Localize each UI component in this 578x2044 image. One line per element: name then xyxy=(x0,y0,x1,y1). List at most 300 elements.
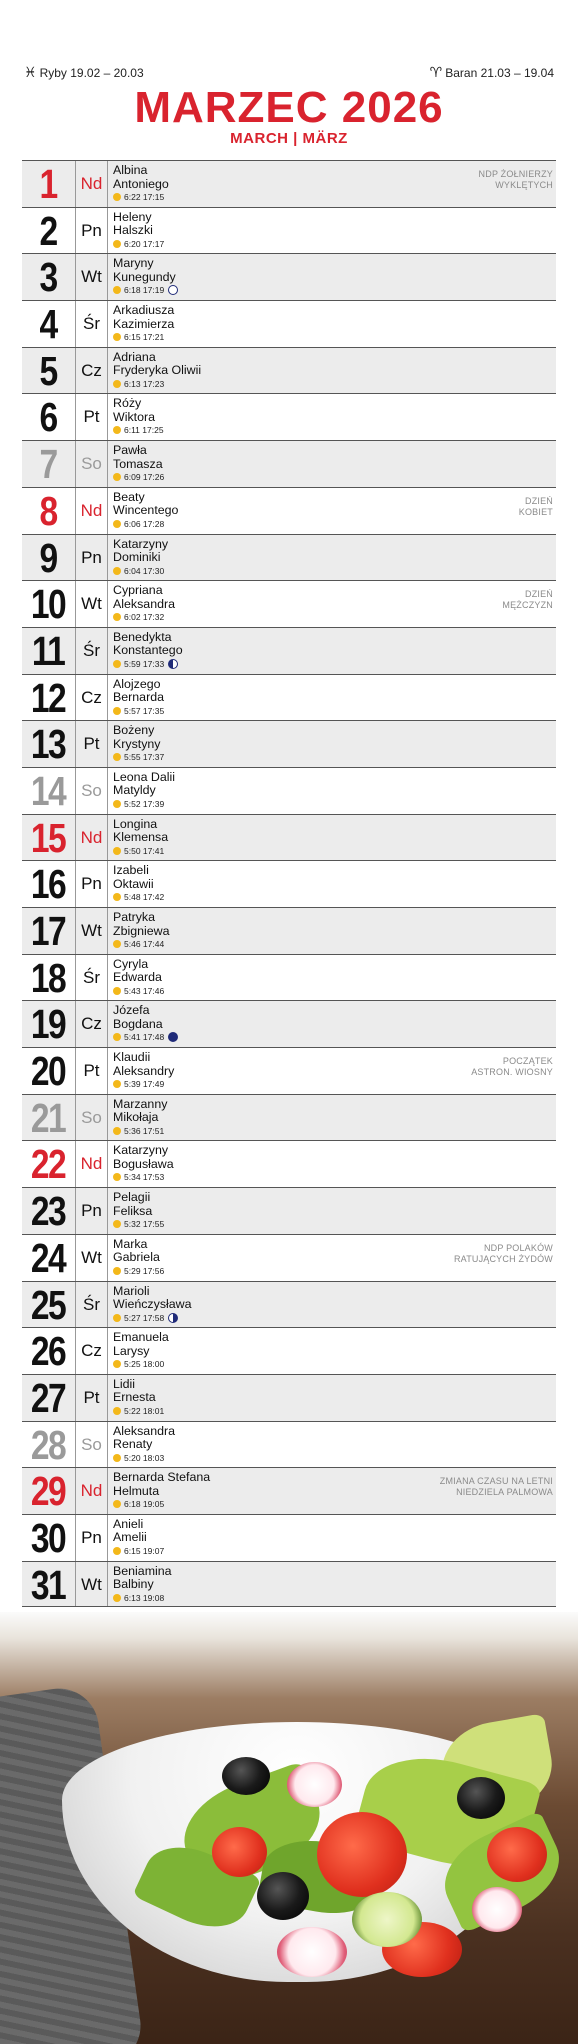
day-number: 26 xyxy=(30,1328,66,1375)
weekday-abbr: Cz xyxy=(75,348,108,394)
day-row xyxy=(22,1140,556,1187)
name-day-first: Arkadiusza xyxy=(113,303,175,318)
sun-icon xyxy=(113,987,121,995)
name-day-first: Józefa xyxy=(113,1003,150,1018)
sun-icon xyxy=(113,1454,121,1462)
holiday-note xyxy=(454,1243,553,1265)
day-number: 7 xyxy=(39,441,57,488)
day-row xyxy=(22,954,556,1001)
sun-times xyxy=(113,1593,164,1604)
weekday-abbr: Nd xyxy=(75,488,108,534)
name-day-first: Cypriana xyxy=(113,583,163,598)
sunrise-sunset-label: 6:02 17:32 xyxy=(124,612,165,623)
zodiac-bar xyxy=(24,64,554,82)
weekday-abbr: Śr xyxy=(75,628,108,674)
name-days xyxy=(113,1518,147,1545)
name-days xyxy=(113,584,175,611)
sun-icon xyxy=(113,1080,121,1088)
name-days xyxy=(113,1238,160,1265)
name-day-second: Wiktora xyxy=(113,409,155,424)
sunrise-sunset-label: 5:25 18:00 xyxy=(124,1359,165,1370)
name-day-second: Tomasza xyxy=(113,456,163,471)
sun-icon xyxy=(113,473,121,481)
weekday-abbr: Wt xyxy=(75,581,108,627)
sun-times xyxy=(113,472,164,483)
day-number: 2 xyxy=(39,207,57,254)
day-number: 20 xyxy=(30,1048,66,1095)
sun-icon xyxy=(113,800,121,808)
name-day-second: Bogusława xyxy=(113,1156,174,1171)
name-day-second: Krystyny xyxy=(113,736,161,751)
name-days xyxy=(113,1378,156,1405)
name-days xyxy=(113,911,169,938)
day-number: 12 xyxy=(30,674,66,721)
weekday-abbr: So xyxy=(75,441,108,487)
aries-icon: ♈ xyxy=(429,64,443,80)
holiday-line: ZMIANA CZASU NA LETNI xyxy=(439,1476,553,1487)
day-row xyxy=(22,580,556,627)
sunrise-sunset-label: 6:22 17:15 xyxy=(124,192,165,202)
weekday-abbr: Nd xyxy=(75,1468,108,1514)
name-day-first: Patryka xyxy=(113,910,156,924)
name-day-first: Benedykta xyxy=(113,629,172,644)
name-days xyxy=(113,631,183,658)
sun-times xyxy=(113,519,164,530)
name-day-first: Anieli xyxy=(113,1516,144,1531)
sun-icon xyxy=(113,1033,121,1041)
sun-times xyxy=(113,706,164,717)
day-number: 30 xyxy=(30,1514,66,1561)
sun-icon xyxy=(113,426,121,434)
name-days xyxy=(113,1191,152,1218)
holiday-note xyxy=(502,589,553,611)
calendar-table xyxy=(22,160,556,1607)
name-day-second: Edwarda xyxy=(113,970,162,985)
radish-slice xyxy=(472,1887,522,1932)
holiday-line: WYKLĘTYCH xyxy=(495,180,553,190)
sun-times xyxy=(113,1219,164,1230)
name-day-second: Ernesta xyxy=(113,1390,156,1405)
day-row xyxy=(22,720,556,767)
weekday-abbr: Pn xyxy=(75,1515,108,1561)
sunrise-sunset-label: 5:43 17:46 xyxy=(124,985,165,996)
weekday-abbr: Nd xyxy=(75,1141,108,1187)
name-days xyxy=(113,491,178,518)
sun-icon xyxy=(113,847,121,855)
day-number: 10 xyxy=(30,581,66,628)
weekday-abbr: So xyxy=(75,768,108,814)
name-days xyxy=(113,1565,172,1592)
day-number: 5 xyxy=(39,347,57,394)
weekday-abbr: Wt xyxy=(75,1235,108,1281)
weekday-abbr: Pt xyxy=(75,1048,108,1094)
name-day-second: Aleksandra xyxy=(113,596,175,611)
day-number: 14 xyxy=(30,767,66,814)
name-day-second: Fryderyka Oliwii xyxy=(113,363,202,378)
day-row xyxy=(22,1467,556,1514)
sun-times xyxy=(113,752,164,763)
sunrise-sunset-label: 5:57 17:35 xyxy=(124,705,165,716)
sunrise-sunset-label: 5:32 17:55 xyxy=(124,1219,165,1230)
sunrise-sunset-label: 5:20 18:03 xyxy=(124,1452,165,1463)
sun-times xyxy=(113,799,164,810)
day-row xyxy=(22,534,556,581)
sunrise-sunset-label: 6:18 17:19 xyxy=(124,285,165,296)
day-row xyxy=(22,1187,556,1234)
holiday-line: KOBIET xyxy=(518,506,553,517)
sun-icon xyxy=(113,613,121,621)
name-day-first: Cyryla xyxy=(113,956,149,971)
sun-icon xyxy=(113,660,121,668)
name-days xyxy=(113,771,175,798)
name-day-second: Konstantego xyxy=(113,643,183,658)
holiday-line: DZIEŃ xyxy=(525,589,553,600)
sunrise-sunset-label: 5:41 17:48 xyxy=(124,1032,165,1043)
sun-times xyxy=(113,1079,164,1090)
name-day-second: Gabriela xyxy=(113,1250,160,1265)
holiday-line: NDP POLAKÓW xyxy=(483,1242,553,1253)
month-title: MARZEC 2026 xyxy=(134,83,444,132)
sun-icon xyxy=(113,1127,121,1135)
sun-icon xyxy=(113,1500,121,1508)
month-subtitle: MARCH | MÄRZ xyxy=(230,130,348,147)
sunrise-sunset-label: 5:55 17:37 xyxy=(124,752,165,763)
day-row xyxy=(22,1000,556,1047)
sun-times xyxy=(113,1453,164,1464)
name-day-first: Longina xyxy=(113,816,158,831)
sun-icon xyxy=(113,567,121,575)
sun-times xyxy=(113,239,164,250)
sun-icon xyxy=(113,380,121,388)
day-row xyxy=(22,627,556,674)
day-number: 28 xyxy=(30,1421,66,1468)
weekday-abbr: Cz xyxy=(75,1328,108,1374)
moon-phase-first-icon xyxy=(168,1313,178,1323)
name-day-first: Beniamina xyxy=(113,1563,172,1578)
name-days xyxy=(113,304,174,331)
name-day-second: Balbiny xyxy=(113,1577,154,1592)
sun-icon xyxy=(113,240,121,248)
day-row xyxy=(22,440,556,487)
holiday-note xyxy=(440,1476,553,1498)
sun-times xyxy=(113,612,164,623)
day-row xyxy=(22,860,556,907)
sun-icon xyxy=(113,893,121,901)
sun-icon xyxy=(113,940,121,948)
name-days xyxy=(113,958,162,985)
name-day-second: Matyldy xyxy=(113,783,156,798)
sun-times xyxy=(113,566,164,577)
day-number: 31 xyxy=(30,1561,66,1608)
sunrise-sunset-label: 6:15 19:07 xyxy=(124,1545,165,1556)
name-day-first: Leona Dalii xyxy=(113,769,175,784)
name-day-first: Albina xyxy=(113,163,148,177)
name-day-first: Marka xyxy=(113,1236,148,1251)
weekday-abbr: Cz xyxy=(75,675,108,721)
sun-icon xyxy=(113,1314,121,1322)
name-day-first: Klaudii xyxy=(113,1050,151,1065)
day-number: 29 xyxy=(30,1468,66,1515)
sunrise-sunset-label: 6:11 17:25 xyxy=(124,425,164,436)
sun-times xyxy=(113,846,164,857)
sun-icon xyxy=(113,1360,121,1368)
day-number: 25 xyxy=(30,1281,66,1328)
sunrise-sunset-label: 6:13 19:08 xyxy=(124,1592,165,1603)
sun-icon xyxy=(113,286,121,294)
sun-icon xyxy=(113,1407,121,1415)
holiday-note xyxy=(479,169,553,191)
name-day-first: Marzanny xyxy=(113,1096,168,1111)
olive xyxy=(257,1872,309,1920)
name-day-second: Zbigniewa xyxy=(113,923,170,938)
name-day-first: Lidii xyxy=(113,1376,136,1391)
sun-icon xyxy=(113,1547,121,1555)
name-days xyxy=(113,257,176,284)
day-number: 11 xyxy=(31,627,65,674)
day-row xyxy=(22,907,556,954)
name-day-second: Helmuta xyxy=(113,1483,160,1498)
sun-times xyxy=(113,1406,164,1417)
weekday-abbr: Nd xyxy=(75,815,108,861)
day-number: 4 xyxy=(39,301,57,348)
weekday-abbr: Wt xyxy=(75,908,108,954)
sunrise-sunset-label: 5:39 17:49 xyxy=(124,1079,165,1090)
olive xyxy=(222,1757,270,1795)
weekday-abbr: Pn xyxy=(75,1188,108,1234)
day-number: 9 xyxy=(39,534,57,581)
holiday-line: RATUJĄCYCH ŻYDÓW xyxy=(453,1253,553,1264)
tomato-slice xyxy=(317,1812,407,1897)
holiday-line: POCZĄTEK xyxy=(502,1056,553,1067)
sun-times xyxy=(113,192,164,203)
sun-icon xyxy=(113,1267,121,1275)
day-number: 23 xyxy=(30,1188,66,1235)
pisces-icon: ♓ xyxy=(24,64,37,80)
holiday-note xyxy=(519,496,553,518)
holiday-note xyxy=(471,1056,553,1078)
tomato-slice xyxy=(487,1827,547,1882)
name-day-first: Pelagii xyxy=(113,1190,151,1205)
weekday-abbr: Nd xyxy=(75,161,108,207)
sun-times xyxy=(113,939,164,950)
name-days xyxy=(113,724,161,751)
day-row xyxy=(22,1327,556,1374)
cucumber-slice xyxy=(352,1892,422,1947)
name-day-second: Bernarda xyxy=(113,690,164,705)
weekday-abbr: Pt xyxy=(75,721,108,767)
weekday-abbr: So xyxy=(75,1095,108,1141)
sun-times xyxy=(113,332,164,343)
weekday-abbr: Śr xyxy=(75,301,108,347)
sunrise-sunset-label: 6:13 17:23 xyxy=(124,378,165,389)
sun-icon xyxy=(113,1220,121,1228)
name-day-second: Feliksa xyxy=(113,1203,153,1218)
sunrise-sunset-label: 5:48 17:42 xyxy=(124,892,165,903)
salad-photo xyxy=(0,1612,578,2044)
olive xyxy=(457,1777,505,1819)
name-day-second: Wincentego xyxy=(113,503,179,518)
day-number: 24 xyxy=(30,1234,66,1281)
day-number: 16 xyxy=(30,861,66,908)
sunrise-sunset-label: 5:50 17:41 xyxy=(124,845,165,856)
name-day-first: Aleksandra xyxy=(113,1423,175,1438)
holiday-line: NIEDZIELA PALMOWA xyxy=(456,1487,553,1498)
sun-times xyxy=(113,1032,178,1043)
moon-phase-last-icon xyxy=(168,659,178,669)
sun-times xyxy=(113,986,164,997)
sun-times xyxy=(113,892,164,903)
name-days xyxy=(113,678,164,705)
name-days xyxy=(113,444,163,471)
name-days xyxy=(113,818,168,845)
name-days xyxy=(113,1098,167,1125)
day-number: 13 xyxy=(30,721,66,768)
day-row xyxy=(22,674,556,721)
day-number: 17 xyxy=(30,908,66,954)
day-number: 22 xyxy=(30,1141,66,1188)
name-days xyxy=(113,1471,210,1498)
day-number: 15 xyxy=(30,814,66,861)
day-row xyxy=(22,300,556,347)
name-day-second: Aleksandry xyxy=(113,1063,175,1078)
sun-times xyxy=(113,425,164,436)
weekday-abbr: Pn xyxy=(75,208,108,254)
weekday-abbr: Cz xyxy=(75,1001,108,1047)
sun-times xyxy=(113,1266,164,1277)
weekday-abbr: Wt xyxy=(75,1562,108,1607)
day-number: 1 xyxy=(39,161,57,207)
sunrise-sunset-label: 6:04 17:30 xyxy=(124,565,165,576)
name-days xyxy=(113,164,169,191)
name-days xyxy=(113,1004,163,1031)
name-day-second: Larysy xyxy=(113,1343,150,1358)
sun-icon xyxy=(113,1173,121,1181)
name-day-second: Kazimierza xyxy=(113,316,175,331)
name-days xyxy=(113,397,155,424)
name-day-first: Alojzego xyxy=(113,676,161,691)
name-day-first: Pawła xyxy=(113,443,147,458)
zodiac-next xyxy=(430,64,554,81)
day-row xyxy=(22,393,556,440)
name-days xyxy=(113,864,154,891)
salad-bowl xyxy=(62,1722,532,1982)
sunrise-sunset-label: 6:18 19:05 xyxy=(124,1499,165,1510)
sun-icon xyxy=(113,707,121,715)
day-row xyxy=(22,347,556,394)
holiday-line: ASTRON. WIOSNY xyxy=(471,1067,553,1078)
name-day-second: Bogdana xyxy=(113,1016,163,1031)
day-row xyxy=(22,1561,556,1608)
name-day-second: Amelii xyxy=(113,1530,147,1545)
sunrise-sunset-label: 6:20 17:17 xyxy=(124,238,165,249)
name-day-first: Beaty xyxy=(113,489,145,504)
day-row xyxy=(22,1374,556,1421)
day-number: 27 xyxy=(30,1374,66,1421)
name-days xyxy=(113,351,201,378)
name-day-second: Halszki xyxy=(113,223,153,238)
sun-times xyxy=(113,1126,164,1137)
day-number: 6 xyxy=(39,394,57,441)
name-day-second: Kunegundy xyxy=(113,269,176,284)
sun-icon xyxy=(113,193,121,201)
sunrise-sunset-label: 6:09 17:26 xyxy=(124,472,165,483)
sun-icon xyxy=(113,753,121,761)
name-days xyxy=(113,1051,174,1078)
sun-times xyxy=(113,1499,164,1510)
name-days xyxy=(113,538,168,565)
weekday-abbr: Pt xyxy=(75,394,108,440)
day-row xyxy=(22,487,556,534)
name-day-second: Mikołaja xyxy=(113,1110,159,1125)
name-day-first: Izabeli xyxy=(113,863,149,878)
name-day-first: Bożeny xyxy=(113,723,155,738)
sun-times xyxy=(113,1172,164,1183)
sun-times xyxy=(113,1313,178,1324)
day-row xyxy=(22,1094,556,1141)
sunrise-sunset-label: 6:15 17:21 xyxy=(124,332,165,343)
day-number: 19 xyxy=(30,1001,66,1048)
name-day-first: Maryny xyxy=(113,256,154,271)
moon-phase-full-icon xyxy=(168,285,178,295)
name-days xyxy=(113,1331,169,1358)
weekday-abbr: Pn xyxy=(75,861,108,907)
name-day-second: Renaty xyxy=(113,1437,153,1452)
day-row xyxy=(22,1047,556,1094)
zodiac-next-label: Baran 21.03 – 19.04 xyxy=(445,66,554,80)
weekday-abbr: Śr xyxy=(75,955,108,1001)
sunrise-sunset-label: 5:52 17:39 xyxy=(124,798,165,809)
name-day-first: Heleny xyxy=(113,209,152,224)
name-days xyxy=(113,1425,175,1452)
sun-times xyxy=(113,285,178,296)
sun-icon xyxy=(113,333,121,341)
name-day-first: Róży xyxy=(113,396,142,411)
name-day-first: Marioli xyxy=(113,1283,150,1298)
sunrise-sunset-label: 5:34 17:53 xyxy=(124,1172,165,1183)
name-day-second: Wieńczysława xyxy=(113,1297,192,1311)
holiday-line: DZIEŃ xyxy=(525,495,553,506)
name-day-second: Klemensa xyxy=(113,830,169,845)
radish-slice xyxy=(287,1762,342,1807)
sunrise-sunset-label: 5:22 18:01 xyxy=(124,1405,165,1416)
day-row xyxy=(22,253,556,300)
sun-times xyxy=(113,1359,164,1370)
name-days xyxy=(113,1144,174,1171)
sun-times xyxy=(113,659,178,670)
day-number: 18 xyxy=(30,954,66,1001)
name-day-first: Katarzyny xyxy=(113,1143,169,1158)
sunrise-sunset-label: 5:36 17:51 xyxy=(124,1125,165,1136)
sun-icon xyxy=(113,520,121,528)
day-row xyxy=(22,1514,556,1561)
day-row xyxy=(22,1234,556,1281)
day-row xyxy=(22,1421,556,1468)
moon-phase-new-icon xyxy=(168,1032,178,1042)
sunrise-sunset-label: 5:46 17:44 xyxy=(124,939,165,949)
sunrise-sunset-label: 5:27 17:58 xyxy=(124,1312,165,1323)
weekday-abbr: Pn xyxy=(75,535,108,581)
name-day-second: Dominiki xyxy=(113,550,161,564)
name-days xyxy=(113,1285,192,1312)
name-day-second: Antoniego xyxy=(113,176,169,191)
weekday-abbr: Wt xyxy=(75,254,108,300)
sunrise-sunset-label: 5:29 17:56 xyxy=(124,1265,165,1276)
day-row xyxy=(22,1281,556,1328)
name-day-first: Emanuela xyxy=(113,1330,169,1345)
day-row xyxy=(22,814,556,861)
zodiac-previous xyxy=(24,64,144,81)
sun-times xyxy=(113,1546,164,1557)
